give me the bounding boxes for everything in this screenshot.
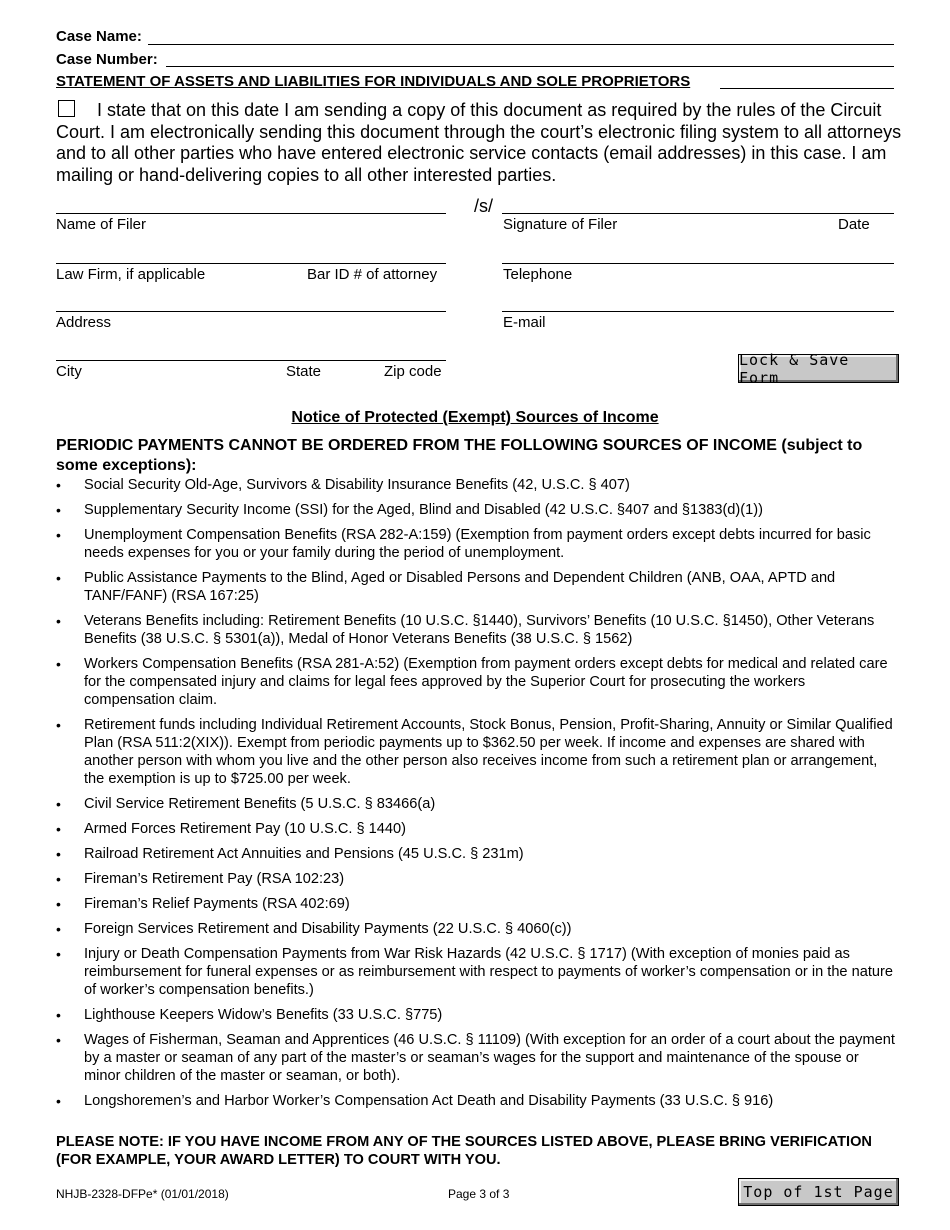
list-item-text: Public Assistance Payments to the Blind, Aged or Disabled Persons and Dependent Children (ANB, OAA, APTD and TANF/FANF) (RSA 167:25) xyxy=(84,570,836,604)
address-label: Address xyxy=(56,314,112,331)
bullet-icon: • xyxy=(56,1032,61,1048)
email-label: E-mail xyxy=(503,314,546,331)
bullet-icon: • xyxy=(56,656,61,672)
name-of-filer-label: Name of Filer xyxy=(56,216,147,233)
list-item-text: Longshoremen’s and Harbor Worker’s Compensation Act Death and Disability Payments (33 U.S.C. § 916) xyxy=(84,1093,774,1109)
bullet-icon: • xyxy=(56,871,61,887)
list-item xyxy=(56,870,896,888)
list-item-text: Injury or Death Compensation Payments from War Risk Hazards (42 U.S.C. § 1717) (With exception of monies paid as reimbursement for funeral expenses or as reimbursement with respect to payments of worker’s compensation or in the nature of worker’s compensation benefits.) xyxy=(84,946,893,998)
list-item-text: Workers Compensation Benefits (RSA 281-A:52) (Exemption from payment orders except debts for medical and related care for the compensated injury and claims for legal fees approved by the Superior Court for prosecuting the workers compensation claim. xyxy=(84,656,888,708)
case-number-label: Case Number: xyxy=(56,51,158,68)
list-item-text: Railroad Retirement Act Annuities and Pensions (45 U.S.C. § 231m) xyxy=(84,846,524,862)
list-item xyxy=(56,895,896,913)
list-item xyxy=(56,920,896,938)
title-rule xyxy=(720,88,894,89)
bullet-icon: • xyxy=(56,1007,61,1023)
date-label: Date xyxy=(838,216,870,233)
bullet-icon: • xyxy=(56,477,61,493)
name-of-filer-field[interactable] xyxy=(56,213,446,214)
certification-checkbox[interactable] xyxy=(58,100,75,117)
list-item xyxy=(56,1006,896,1024)
law-firm-label: Law Firm, if applicable xyxy=(56,266,206,283)
bullet-icon: • xyxy=(56,502,61,518)
bullet-icon: • xyxy=(56,717,61,733)
bullet-icon: • xyxy=(56,570,61,586)
bullet-icon: • xyxy=(56,896,61,912)
bullet-icon: • xyxy=(56,846,61,862)
periodic-payments-heading: PERIODIC PAYMENTS CANNOT BE ORDERED FROM THE FOLLOWING SOURCES OF INCOME (subject to some exceptions): xyxy=(56,437,863,474)
case-name-label: Case Name: xyxy=(56,28,142,45)
list-item-text: Foreign Services Retirement and Disability Payments (22 U.S.C. § 4060(c)) xyxy=(84,921,572,937)
list-item-text: Unemployment Compensation Benefits (RSA 282-A:159) (Exemption from payment orders except debts incurred for basic needs expenses for you or your family during the period of unemployment. xyxy=(84,527,871,561)
list-item xyxy=(56,501,896,519)
list-item xyxy=(56,820,896,838)
bar-id-label: Bar ID # of attorney xyxy=(307,266,438,283)
list-item xyxy=(56,845,896,863)
bullet-icon: • xyxy=(56,613,61,629)
certification-text: I state that on this date I am sending a copy of this document as required by the rules of the Circuit Court. I am electronically sending this document through the court’s electronic filing system to all attorneys and to all other parties who have entered electronic service contacts (email addresses) in this case. I am mailing or hand-delivering copies to all other interested parties. xyxy=(56,100,902,185)
telephone-label: Telephone xyxy=(503,266,573,283)
city-label: City xyxy=(56,363,82,380)
list-item xyxy=(56,526,896,562)
list-item xyxy=(56,716,896,788)
bullet-icon: • xyxy=(56,821,61,837)
list-item xyxy=(56,945,896,999)
list-item xyxy=(56,569,896,605)
list-item-text: Supplementary Security Income (SSI) for the Aged, Blind and Disabled (42 U.S.C. §407 and §1383(d)(1)) xyxy=(84,502,763,518)
list-item-text: Armed Forces Retirement Pay (10 U.S.C. § 1440) xyxy=(84,821,406,837)
case-name-field[interactable] xyxy=(148,44,894,45)
top-of-first-page-button[interactable]: Top of 1st Page xyxy=(738,1178,899,1206)
please-note: PLEASE NOTE: IF YOU HAVE INCOME FROM ANY OF THE SOURCES LISTED ABOVE, PLEASE BRING VERIFICATION (FOR EXAMPLE, YOUR AWARD LETTER) TO COURT WITH YOU. xyxy=(56,1134,872,1168)
notice-title: Notice of Protected (Exempt) Sources of Income xyxy=(291,409,659,426)
exempt-sources-list xyxy=(56,476,896,1117)
address-field[interactable] xyxy=(56,311,446,312)
list-item xyxy=(56,1031,896,1085)
list-item-text: Civil Service Retirement Benefits (5 U.S.C. § 83466(a) xyxy=(84,796,436,812)
bullet-icon: • xyxy=(56,527,61,543)
signature-prefix: /s/ xyxy=(474,196,494,216)
city-state-zip-field[interactable] xyxy=(56,360,446,361)
email-field[interactable] xyxy=(502,311,894,312)
bullet-icon: • xyxy=(56,946,61,962)
form-id: NHJB-2328-DFPe* (01/01/2018) xyxy=(56,1187,229,1201)
list-item-text: Social Security Old-Age, Survivors & Disability Insurance Benefits (42, U.S.C. § 407) xyxy=(84,477,630,493)
list-item xyxy=(56,612,896,648)
list-item xyxy=(56,795,896,813)
list-item-text: Veterans Benefits including: Retirement Benefits (10 U.S.C. §1440), Survivors’ Benefits (10 U.S.C. §1450), Other Veterans Benefits (38 U.S.C. § 5301(a)), Medal of Honor Veterans Benefits (38 U.S.C. § 1562) xyxy=(84,613,875,647)
list-item-text: Fireman’s Relief Payments (RSA 402:69) xyxy=(84,896,350,912)
list-item-text: Wages of Fisherman, Seaman and Apprentices (46 U.S.C. § 11109) (With exception for an order of a court about the payment by a master or seaman of any part of the master’s or seaman’s wages for the support and maintenance of the spouse or minor children of the master or seaman, or both). xyxy=(84,1032,895,1084)
list-item-text: Fireman’s Retirement Pay (RSA 102:23) xyxy=(84,871,345,887)
bullet-icon: • xyxy=(56,796,61,812)
list-item-text: Retirement funds including Individual Retirement Accounts, Stock Bonus, Pension, Profit-Sharing, Annuity or Similar Qualified Plan (RSA 511:2(XIX)). Exempt from periodic payments up to $362.50 per week. If income and expenses are shared with another person with whom you live and the other person also receives income from such a retirement plan or arrangement, the exemption is up to $725.00 per week. xyxy=(84,717,893,787)
form-title: STATEMENT OF ASSETS AND LIABILITIES FOR INDIVIDUALS AND SOLE PROPRIETORS xyxy=(56,73,691,90)
page-number: Page 3 of 3 xyxy=(448,1187,510,1201)
signature-label: Signature of Filer xyxy=(503,216,618,233)
telephone-field[interactable] xyxy=(502,263,894,264)
list-item xyxy=(56,1092,896,1110)
list-item xyxy=(56,655,896,709)
case-number-field[interactable] xyxy=(166,66,894,67)
signature-field[interactable] xyxy=(502,213,894,214)
state-label: State xyxy=(286,363,322,380)
law-firm-field[interactable] xyxy=(56,263,446,264)
list-item-text: Lighthouse Keepers Widow’s Benefits (33 U.S.C. §775) xyxy=(84,1007,443,1023)
list-item xyxy=(56,476,896,494)
lock-save-form-button[interactable]: Lock & Save Form xyxy=(738,354,899,383)
bullet-icon: • xyxy=(56,921,61,937)
bullet-icon: • xyxy=(56,1093,61,1109)
certification-block xyxy=(56,100,906,186)
zip-code-label: Zip code xyxy=(384,363,442,380)
